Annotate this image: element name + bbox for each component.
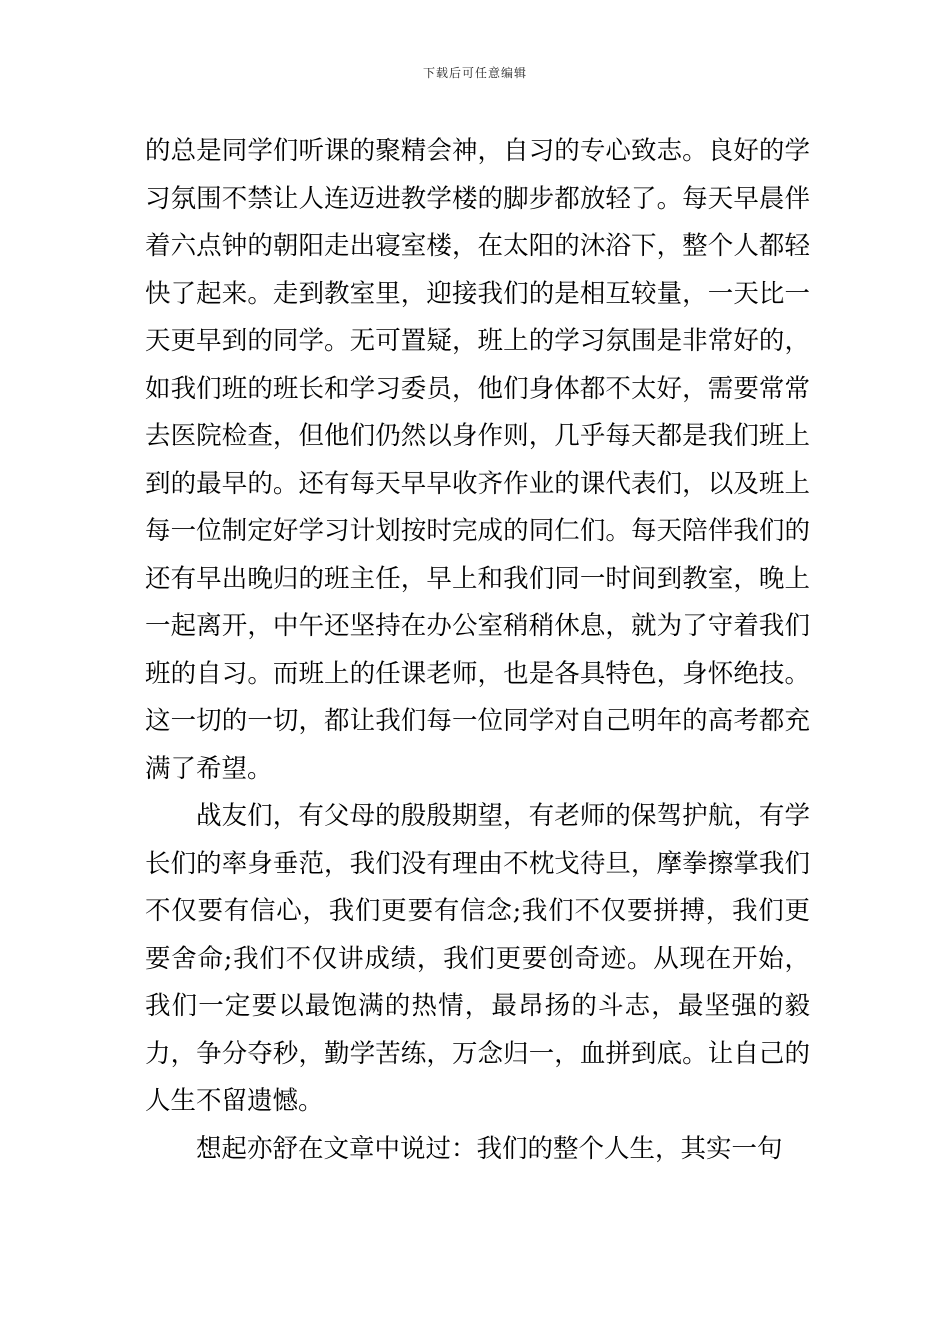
document-body — [145, 128, 810, 1173]
paragraph-comrades: 战友们，有父母的殷殷期望，有老师的保驾护航，有学长们的率身垂范，我们没有理由不枕戈待旦，摩拳擦掌我们不仅要有信心，我们更要有信念;我们不仅要拼搏，我们更要舍命;我们不仅讲成绩，我们更要创奇迹。从现在开始，我们一定要以最饱满的热情，最昂扬的斗志，最坚强的毅力，争分夺秒，勤学苦练，万念归一，血拼到底。让自己的人生不留遗憾。 — [145, 801, 810, 1116]
header-note: 下载后可任意编辑 — [422, 66, 527, 80]
paragraph-yishu-quote: 想起亦舒在文章中说过：我们的整个人生，其实一句 — [196, 1133, 783, 1164]
paragraph-continuation: 的总是同学们听课的聚精会神，自习的专心致志。良好的学习氛围不禁让人连迈进教学楼的脚步都放轻了。每天早晨伴着六点钟的朝阳走出寝室楼，在太阳的沐浴下，整个人都轻快了起来。走到教室里，迎接我们的是相互较量，一天比一天更早到的同学。无可置疑，班上的学习氛围是非常好的，如我们班的班长和学习委员，他们身体都不太好，需要常常去医院检查，但他们仍然以身作则，几乎每天都是我们班上到的最早的。还有每天早早收齐作业的课代表们，以及班上每一位制定好学习计划按时完成的同仁们。每天陪伴我们的还有早出晚归的班主任，早上和我们同一时间到教室，晚上一起离开，中午还坚持在办公室稍稍休息，就为了守着我们班的自习。而班上的任课老师，也是各具特色，身怀绝技。这一切的一切，都让我们每一位同学对自己明年的高考都充满了希望。 — [145, 136, 810, 784]
